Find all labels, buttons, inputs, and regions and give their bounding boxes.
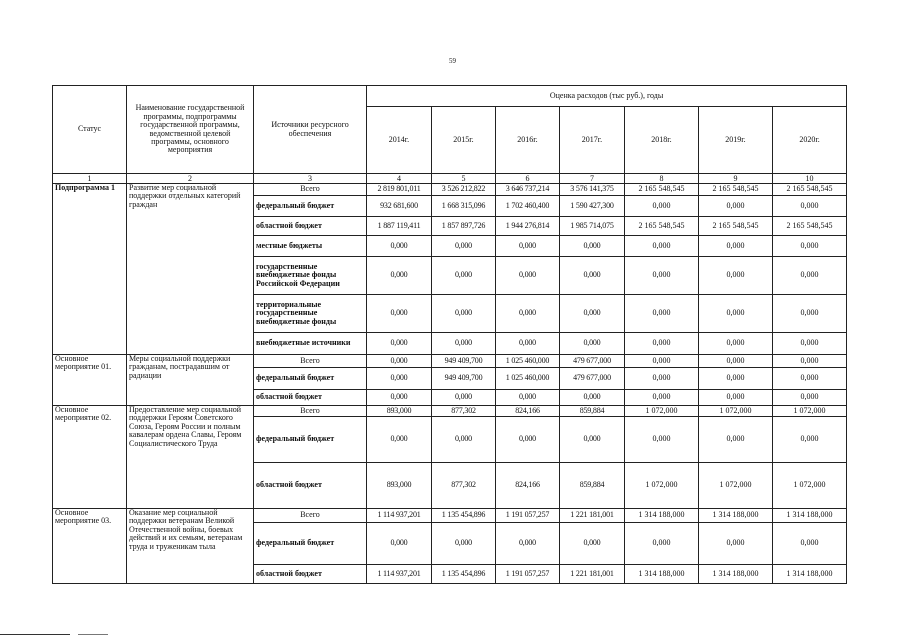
row-funding-source: федеральный бюджет [254, 417, 367, 463]
value-cell: 1 191 057,257 [496, 565, 560, 584]
value-cell: 0,000 [699, 523, 773, 565]
value-cell: 0,000 [432, 236, 496, 257]
value-cell: 0,000 [560, 390, 625, 406]
column-number-7: 8 [625, 174, 699, 184]
table-row [53, 509, 847, 523]
value-cell: 2 819 801,011 [367, 184, 432, 196]
value-cell: 0,000 [367, 257, 432, 295]
value-cell: 1 314 188,000 [773, 509, 847, 523]
header-year-5: 2019г. [699, 107, 773, 174]
value-cell: 479 677,000 [560, 355, 625, 368]
value-cell: 0,000 [773, 333, 847, 355]
value-cell: 2 165 548,545 [699, 217, 773, 236]
value-cell: 0,000 [773, 368, 847, 390]
row-program-name: Предоставление мер социальной поддержки Героям Советского Союза, Героям России и полным кавалерам ордена Славы, Героям Социалистического Труда [127, 406, 254, 509]
value-cell: 0,000 [432, 523, 496, 565]
table-row [53, 406, 847, 417]
value-cell: 3 526 212,822 [432, 184, 496, 196]
value-cell: 949 409,700 [432, 368, 496, 390]
value-cell: 0,000 [367, 236, 432, 257]
value-cell: 0,000 [432, 390, 496, 406]
value-cell: 3 576 141,375 [560, 184, 625, 196]
value-cell: 932 681,600 [367, 196, 432, 217]
value-cell: 0,000 [367, 333, 432, 355]
table-row [53, 355, 847, 368]
value-cell: 0,000 [496, 390, 560, 406]
value-cell: 1 314 188,000 [699, 565, 773, 584]
value-cell: 0,000 [432, 295, 496, 333]
value-cell: 0,000 [699, 257, 773, 295]
row-funding-source: государственные внебюджетные фонды Российской Федерации [254, 257, 367, 295]
value-cell: 859,884 [560, 463, 625, 509]
value-cell: 0,000 [496, 417, 560, 463]
header-name: Наименование государственной программы, подпрограммы государственной программы, ведомственной целевой программы, основного мероприятия [127, 86, 254, 174]
value-cell: 859,884 [560, 406, 625, 417]
value-cell: 0,000 [625, 236, 699, 257]
value-cell: 1 314 188,000 [773, 565, 847, 584]
header-year-3: 2017г. [560, 107, 625, 174]
value-cell: 877,302 [432, 406, 496, 417]
resource-table [52, 85, 847, 584]
row-funding-source: Всего [254, 355, 367, 368]
page-number: 59 [449, 57, 456, 65]
value-cell: 0,000 [699, 196, 773, 217]
value-cell: 0,000 [699, 295, 773, 333]
value-cell: 0,000 [625, 390, 699, 406]
value-cell: 0,000 [773, 523, 847, 565]
value-cell: 1 944 276,814 [496, 217, 560, 236]
value-cell: 1 668 315,096 [432, 196, 496, 217]
value-cell: 0,000 [625, 333, 699, 355]
value-cell: 1 314 188,000 [625, 565, 699, 584]
row-funding-source: внебюджетные источники [254, 333, 367, 355]
row-funding-source: областной бюджет [254, 463, 367, 509]
column-number-9: 10 [773, 174, 847, 184]
value-cell: 0,000 [699, 417, 773, 463]
value-cell: 2 165 548,545 [625, 217, 699, 236]
value-cell: 1 072,000 [773, 463, 847, 509]
value-cell: 479 677,000 [560, 368, 625, 390]
value-cell: 2 165 548,545 [625, 184, 699, 196]
value-cell: 2 165 548,545 [773, 217, 847, 236]
value-cell: 0,000 [699, 390, 773, 406]
value-cell: 0,000 [625, 355, 699, 368]
value-cell: 893,000 [367, 406, 432, 417]
value-cell: 0,000 [625, 368, 699, 390]
row-status: Основное мероприятие 01. [53, 355, 127, 406]
value-cell: 0,000 [496, 333, 560, 355]
footer-rule-secondary [78, 634, 108, 635]
value-cell: 0,000 [496, 236, 560, 257]
row-funding-source: Всего [254, 184, 367, 196]
header-year-2: 2016г. [496, 107, 560, 174]
value-cell: 0,000 [367, 368, 432, 390]
row-program-name: Оказание мер социальной поддержки ветеранам Великой Отечественной войны, боевых действий и их семьям, ветеранам труда и труженикам тыла [127, 509, 254, 584]
value-cell: 1 857 897,726 [432, 217, 496, 236]
column-number-0: 1 [53, 174, 127, 184]
value-cell: 824,166 [496, 463, 560, 509]
row-funding-source: федеральный бюджет [254, 368, 367, 390]
value-cell: 877,302 [432, 463, 496, 509]
value-cell: 0,000 [699, 333, 773, 355]
value-cell: 0,000 [773, 417, 847, 463]
value-cell: 0,000 [496, 295, 560, 333]
table-row [53, 184, 847, 196]
footer-rule [0, 634, 70, 635]
value-cell: 1 072,000 [625, 463, 699, 509]
value-cell: 0,000 [367, 523, 432, 565]
value-cell: 0,000 [560, 333, 625, 355]
value-cell: 1 072,000 [773, 406, 847, 417]
value-cell: 1 702 460,400 [496, 196, 560, 217]
header-status: Статус [53, 86, 127, 174]
row-funding-source: областной бюджет [254, 390, 367, 406]
value-cell: 1 072,000 [699, 463, 773, 509]
row-funding-source: местные бюджеты [254, 236, 367, 257]
value-cell: 1 114 937,201 [367, 509, 432, 523]
value-cell: 0,000 [625, 196, 699, 217]
header-year-4: 2018г. [625, 107, 699, 174]
header-year-0: 2014г. [367, 107, 432, 174]
column-number-1: 2 [127, 174, 254, 184]
value-cell: 1 135 454,896 [432, 565, 496, 584]
value-cell: 0,000 [496, 257, 560, 295]
value-cell: 0,000 [560, 295, 625, 333]
value-cell: 3 646 737,214 [496, 184, 560, 196]
value-cell: 1 314 188,000 [699, 509, 773, 523]
row-funding-source: областной бюджет [254, 565, 367, 584]
row-status: Подпрограмма 1 [53, 184, 127, 355]
value-cell: 949 409,700 [432, 355, 496, 368]
value-cell: 0,000 [699, 236, 773, 257]
value-cell: 0,000 [625, 417, 699, 463]
column-number-5: 6 [496, 174, 560, 184]
value-cell: 1 025 460,000 [496, 368, 560, 390]
column-number-2: 3 [254, 174, 367, 184]
value-cell: 0,000 [699, 368, 773, 390]
value-cell: 0,000 [773, 257, 847, 295]
value-cell: 0,000 [625, 257, 699, 295]
header-source: Источники ресурсного обеспечения [254, 86, 367, 174]
header-year-1: 2015г. [432, 107, 496, 174]
value-cell: 1 191 057,257 [496, 509, 560, 523]
value-cell: 2 165 548,545 [699, 184, 773, 196]
value-cell: 1 221 181,001 [560, 565, 625, 584]
value-cell: 0,000 [367, 355, 432, 368]
value-cell: 1 072,000 [625, 406, 699, 417]
value-cell: 0,000 [432, 257, 496, 295]
value-cell: 0,000 [560, 523, 625, 565]
value-cell: 1 114 937,201 [367, 565, 432, 584]
value-cell: 1 590 427,300 [560, 196, 625, 217]
row-funding-source: Всего [254, 509, 367, 523]
row-status: Основное мероприятие 03. [53, 509, 127, 584]
value-cell: 0,000 [625, 295, 699, 333]
value-cell: 1 887 119,411 [367, 217, 432, 236]
value-cell: 0,000 [367, 417, 432, 463]
value-cell: 0,000 [496, 523, 560, 565]
value-cell: 0,000 [432, 417, 496, 463]
value-cell: 0,000 [367, 295, 432, 333]
row-status: Основное мероприятие 02. [53, 406, 127, 509]
value-cell: 893,000 [367, 463, 432, 509]
value-cell: 2 165 548,545 [773, 184, 847, 196]
value-cell: 824,166 [496, 406, 560, 417]
value-cell: 0,000 [560, 236, 625, 257]
value-cell: 0,000 [773, 295, 847, 333]
row-program-name: Меры социальной поддержки гражданам, пострадавшим от радиации [127, 355, 254, 406]
value-cell: 0,000 [367, 390, 432, 406]
value-cell: 0,000 [773, 390, 847, 406]
column-number-6: 7 [560, 174, 625, 184]
value-cell: 0,000 [432, 333, 496, 355]
row-funding-source: Всего [254, 406, 367, 417]
value-cell: 0,000 [625, 523, 699, 565]
value-cell: 0,000 [560, 257, 625, 295]
row-funding-source: федеральный бюджет [254, 523, 367, 565]
row-funding-source: федеральный бюджет [254, 196, 367, 217]
value-cell: 1 135 454,896 [432, 509, 496, 523]
value-cell: 1 025 460,000 [496, 355, 560, 368]
column-number-8: 9 [699, 174, 773, 184]
value-cell: 1 072,000 [699, 406, 773, 417]
row-funding-source: областной бюджет [254, 217, 367, 236]
header-estimate: Оценка расходов (тыс руб.), годы [367, 86, 847, 107]
header-year-6: 2020г. [773, 107, 847, 174]
value-cell: 0,000 [773, 236, 847, 257]
value-cell: 1 314 188,000 [625, 509, 699, 523]
value-cell: 0,000 [560, 417, 625, 463]
value-cell: 0,000 [773, 355, 847, 368]
value-cell: 0,000 [773, 196, 847, 217]
row-funding-source: территориальные государственные внебюджетные фонды [254, 295, 367, 333]
value-cell: 1 221 181,001 [560, 509, 625, 523]
column-number-3: 4 [367, 174, 432, 184]
value-cell: 0,000 [699, 355, 773, 368]
value-cell: 1 985 714,075 [560, 217, 625, 236]
row-program-name: Развитие мер социальной поддержки отдельных категорий граждан [127, 184, 254, 355]
column-number-4: 5 [432, 174, 496, 184]
